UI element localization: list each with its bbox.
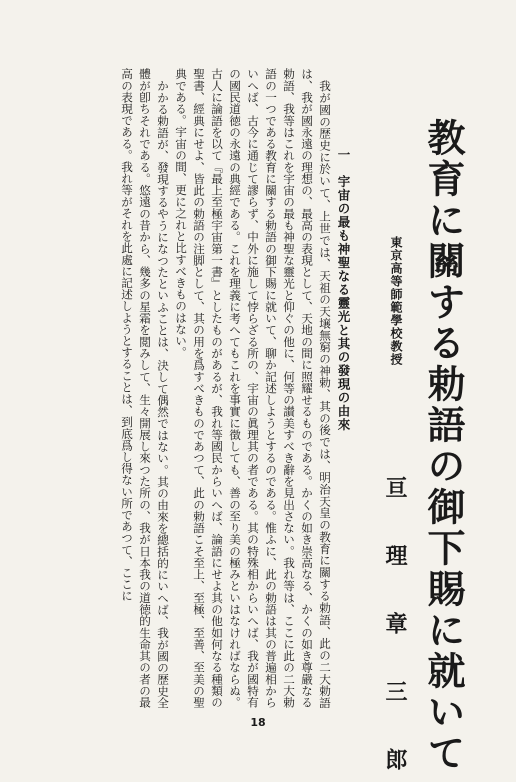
body-paragraph: 我が國の歴史に於いて、上世では、天祖の天壌無窮の神勅、其の後では、明治天皇の教育に關する勅語、此の二大勅語は、我が國永遠の理想の、最高の表現として、天地の間に照耀せるものである。かくの如き崇高なる、かくの如き尊嚴なる勅語、我等はこれを宇宙の最も神聖な靈光と仰ぐの他に、何等の讃美すべき辭を見出さない。我れ等は、ここに此の二大勅語の一つである教育に關する勅語の御下賜に就いて、聊か記述しようとするのである。惟ふに、此の勅語は其の普遍相からいへば、古今に通じて謬らず、中外に施して悖らざる所の、宇宙の眞理其の者である。其の特殊相からいへば、我が國特有の國民道徳の永遠の典經である。これを理義に考へてもこれを事實に徴しても、善の至り美の極みといはなければならぬ。古人に論語を以て『最上至極宇宙第一書』としたものがあるが、我れ等國民からいへば、論語にせよ其の他如何なる種類の聖書、經典にせよ、皆此の勅語の注脚として、其の用を爲すべきものであつて、此の勅語こそ至上、至極、至善、至美の聖典である。宇宙の間、更に之れと比すべきものはない。 — [174, 68, 332, 708]
body-paragraph: かかる勅語が、發現するやうになつたといふことは、決して偶然ではない。其の由來を總括的にいへば、我が國の歴史全體が卽ちそれである。悠遠の昔から、幾多の星霜を閲みして、生々開展し來つた所の、我が日本我の道徳的生命其の者の最高の表現である。我れ等がそれを此處に記述しようとすることは、到底爲し得ない所であつて、ここに — [120, 68, 170, 708]
section-heading: 一 宇宙の最も神聖なる靈光と其の發現の由來 — [336, 148, 351, 432]
author-name: 亘 理 章 三 郎 — [382, 476, 408, 782]
article-title: 教育に關する勅語の御下賜に就いて — [421, 118, 466, 774]
page-number: 18 — [250, 716, 266, 729]
article-body — [44, 68, 334, 708]
author-affiliation: 東京高等師範學校教授 — [389, 236, 403, 366]
